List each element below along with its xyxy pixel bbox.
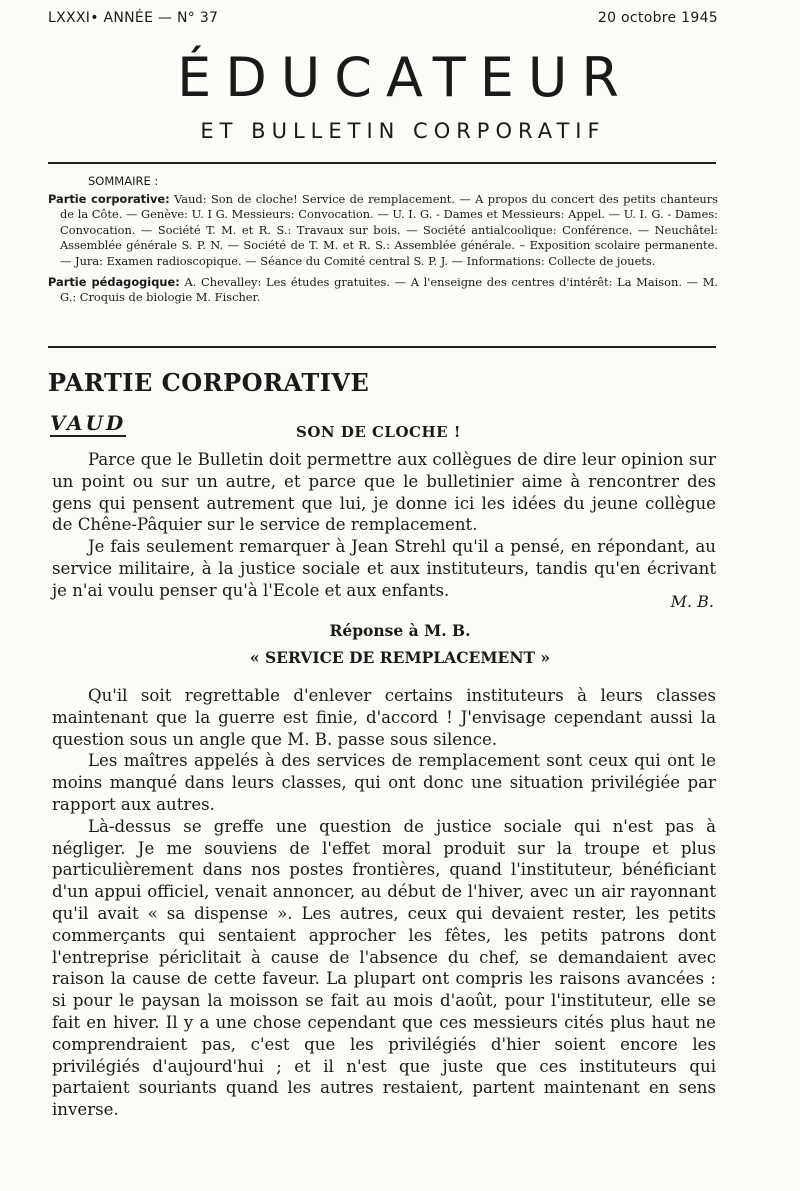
reply-body [52,685,716,1121]
masthead-top-line [48,10,718,30]
intro-paragraph-2: Je fais seulement remarquer à Jean Strehl qu'il a pensé, en répondant, au service militaire, à la justice sociale et aux instituteurs, tandis qu'en écrivant je n'ai voulu penser qu'à l'Ecole et aux enfants. [52,537,716,600]
intro-paragraph-1: Parce que le Bulletin doit permettre aux collègues de dire leur opinion sur un point ou sur un autre, et parce que le bulletinier aime à rencontrer des gens qui pensent autrement que lui, je donne ici les idées du jeune collègue de Chêne-Pâquier sur le service de remplacement. [52,450,716,535]
reply-title: « SERVICE DE REMPLACEMENT » [249,648,551,667]
divider-bottom [48,346,716,348]
region-heading: VAUD [50,411,127,435]
reply-paragraph-2: Les maîtres appelés à des services de remplacement sont ceux qui ont le moins manqué dans leurs classes, qui ont donc une situation privilégiée par rapport aux autres. [52,751,716,814]
sommaire-corporative [48,192,718,270]
reply-paragraph-3: Là-dessus se greffe une question de justice sociale qui n'est pas à négliger. Je me souviens de l'effet moral produit sur la troupe et plus particulièrement dans nos postes frontières, quand l'instituteur, bénéficiant d'un appui officiel, venait annoncer, au début de l'hiver, avec un air rayonnant qu'il avait « sa dispense ». Les autres, ceux qui devaient rester, les petits commerçants qui sentaient approcher les fêtes, les petits patrons dont l'entreprise périclitait à cause de l'absence du chef, se demandaient avec raison la cause de cette faveur. La plupart ont compris les raisons avancées : si pour le paysan la moisson se fait au mois d'août, pour l'instituteur, elle se fait en hiver. Il y a une chose cependant que ces messieurs cités plus haut ne comprendraient pas, c'est que les privilégiés d'hier soient encore les privilégiés d'aujourd'hui ; et il n'est que juste que ces instituteurs qui partaient souriants quand les autres restaient, partent maintenant en sens inverse. [52,816,716,1120]
reply-paragraph-1: Qu'il soit regrettable d'enlever certains instituteurs à leurs classes maintenant que la guerre est finie, d'accord ! J'envisage cependant aussi la question sous un angle que M. B. passe sous silence. [52,686,716,749]
pedagogique-label: Partie pédagogique: [48,274,180,289]
corporative-label: Partie corporative: [48,191,170,206]
article-intro [52,449,716,602]
divider-top [48,162,716,164]
signature: M. B. [670,592,714,611]
pedagogique-contents: A. Chevalley: Les études gratuites. — A l'enseigne des centres d'intérêt: La Maison. — M. G.: Croquis de biologie M. Fischer. [60,274,719,305]
issue-date: 20 octobre 1945 [597,10,718,26]
corporative-contents: Vaud: Son de cloche! Service de remplacement. — A propos du concert des petits chanteurs de la Côte. — Genève: U. I G. Messieurs: Convocation. — U. I. G. - Dames et Messieurs: Appel. — U. I. G. - Dames: Convocation. — Société T. M. et R. S.: Travaux sur bois. — Société antialcoolique: Conférence. — Neuchâtel: Assemblée générale S. P. N. — Société de T. M. et R. S.: Assemblée générale. – Exposition scolaire permanente. — Jura: Examen radioscopique. — Séance du Comité central S. P. J. — Informations: Collecte de jouets. [60,191,719,268]
issue-number: LXXXI• ANNÉE — N° 37 [48,10,219,26]
sommaire-label: SOMMAIRE : [88,174,159,188]
journal-title: ÉDUCATEUR [177,46,633,109]
article-title: SON DE CLOCHE ! [296,423,461,441]
table-of-contents [48,174,718,311]
reply-heading: Réponse à M. B. [329,621,471,640]
sommaire-pedagogique [48,275,718,306]
journal-subtitle: ET BULLETIN CORPORATIF [200,119,606,143]
section-heading: PARTIE CORPORATIVE [48,368,370,397]
